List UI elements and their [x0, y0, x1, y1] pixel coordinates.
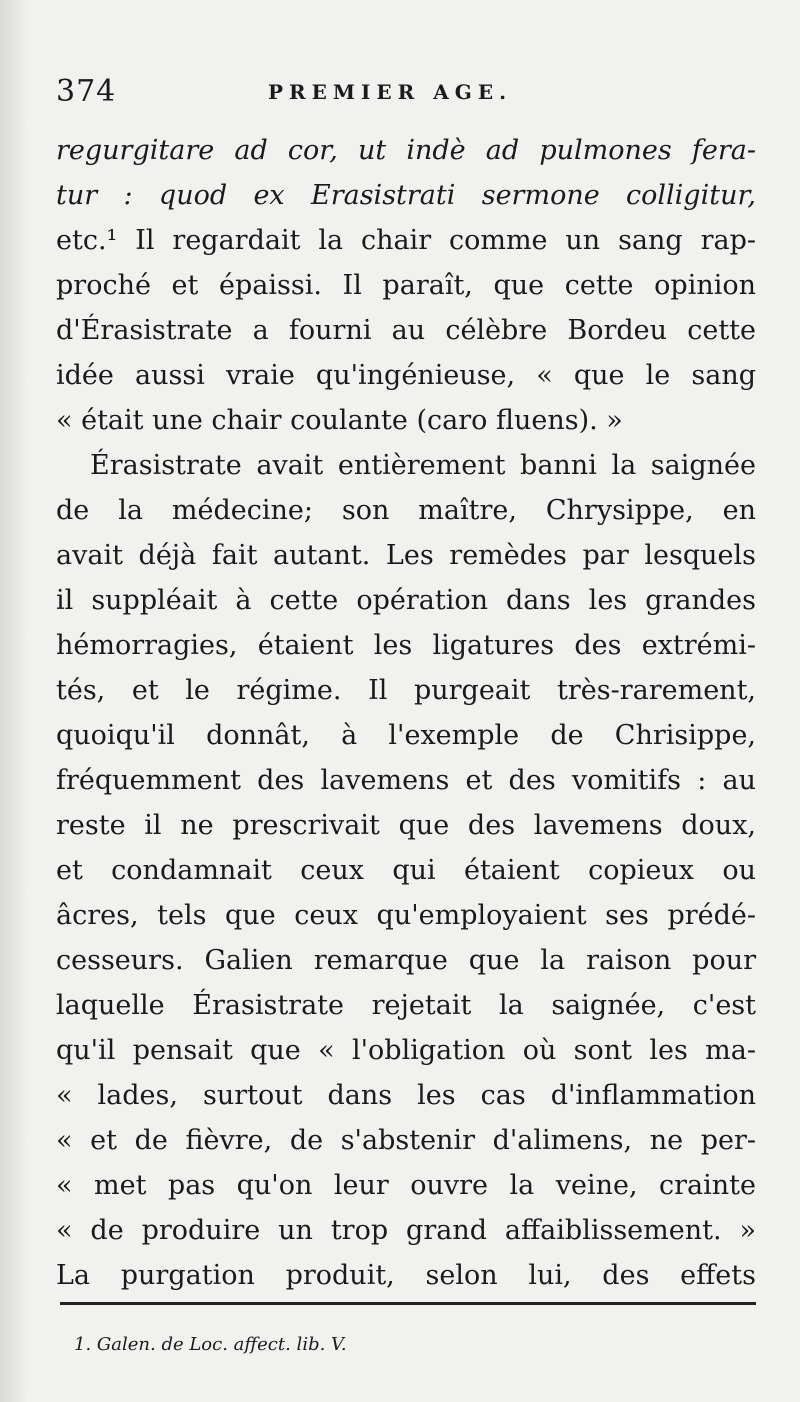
text-line: laquelle Érasistrate rejetait la saignée, c'est — [56, 990, 756, 1021]
text-line: La purgation produit, selon lui, des effets — [56, 1260, 756, 1291]
text-line: fréquemment des lavemens et des vomitifs : au — [56, 765, 756, 796]
text-line: âcres, tels que ceux qu'employaient ses prédé- — [56, 900, 756, 931]
text-line: etc.¹ Il regardait la chair comme un sang rap- — [56, 225, 756, 256]
page-number: 374 — [56, 74, 117, 109]
text-line: tur : quod ex Erasistrati sermone colligitur, — [56, 180, 756, 211]
paragraph-start: Érasistrate avait entièrement banni la saignée — [90, 450, 756, 481]
text-line: quoiqu'il donnât, à l'exemple de Chrisippe, — [56, 720, 756, 751]
text-line: hémorragies, étaient les ligatures des extrémi- — [56, 630, 756, 661]
text-line: « lades, surtout dans les cas d'inflammation — [56, 1080, 756, 1111]
text-line: proché et épaissi. Il paraît, que cette opinion — [56, 270, 756, 301]
text-line: « et de fièvre, de s'abstenir d'alimens, ne per- — [56, 1125, 756, 1156]
text-line: tés, et le régime. Il purgeait très-rarement, — [56, 675, 756, 706]
text-line: qu'il pensait que « l'obligation où sont les ma- — [56, 1035, 756, 1066]
text-line: de la médecine; son maître, Chrysippe, en — [56, 495, 756, 526]
footnote: 1. Galen. de Loc. affect. lib. V. — [74, 1334, 347, 1355]
text-line: « était une chair coulante (caro fluens). » — [56, 405, 623, 436]
text-line: reste il ne prescrivait que des lavemens doux, — [56, 810, 756, 841]
text-line: cesseurs. Galien remarque que la raison pour — [56, 945, 756, 976]
text-line: avait déjà fait autant. Les remèdes par lesquels — [56, 540, 756, 571]
text-line: « met pas qu'on leur ouvre la veine, crainte — [56, 1170, 756, 1201]
body-text — [56, 128, 756, 1298]
text-line: idée aussi vraie qu'ingénieuse, « que le sang — [56, 360, 756, 391]
text-line: il suppléait à cette opération dans les grandes — [56, 585, 756, 616]
running-title: PREMIER AGE. — [268, 80, 513, 104]
text-line: regurgitare ad cor, ut indè ad pulmones fera- — [56, 135, 756, 166]
page-header — [56, 74, 756, 114]
text-line: d'Érasistrate a fourni au célèbre Bordeu cette — [56, 315, 756, 346]
footnote-rule — [60, 1302, 756, 1305]
text-line: « de produire un trop grand affaiblissement. » — [56, 1215, 756, 1246]
text-line: et condamnait ceux qui étaient copieux ou — [56, 855, 756, 886]
